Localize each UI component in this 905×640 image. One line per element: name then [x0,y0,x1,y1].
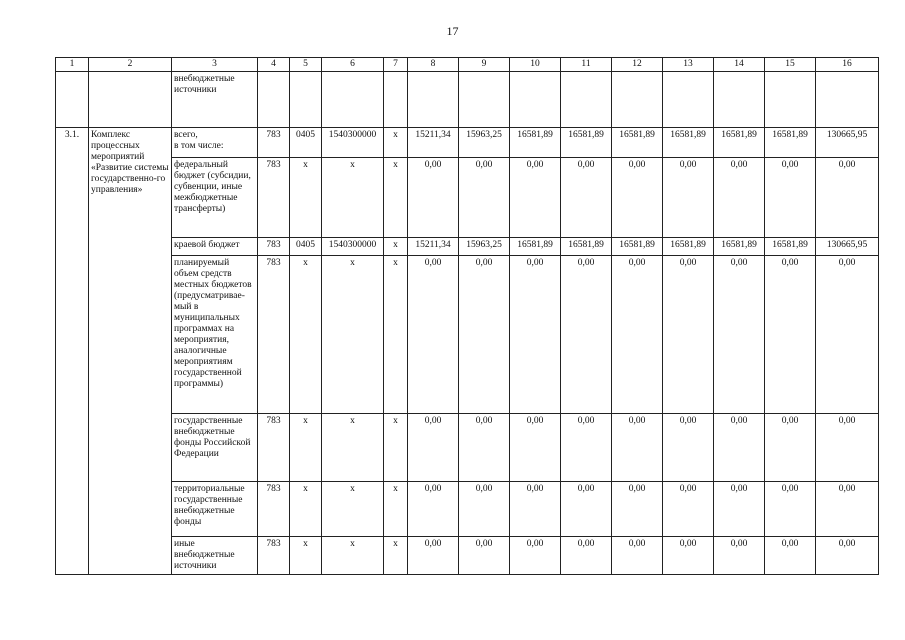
amount-cell: 0,00 [510,256,561,414]
column-number-3: 3 [172,58,258,72]
table-row [56,414,879,482]
vr-code: х [384,482,408,537]
table-row [56,238,879,256]
amount-cell: 0,00 [663,482,714,537]
funding-source-label: иные внебюджетные источники [172,537,258,575]
amount-cell: 0,00 [765,537,816,575]
amount-cell: 16581,89 [765,128,816,158]
amount-cell: 0,00 [612,414,663,482]
amount-cell: 0,00 [765,414,816,482]
grbs-code: 783 [258,256,290,414]
group-number: 3.1. [56,128,89,575]
rzpr-code: 0405 [290,128,322,158]
vr-code: х [384,238,408,256]
rzpr-code: х [290,256,322,414]
amount-cell: 0,00 [612,158,663,238]
group-name: Комплекс процессных мероприятий «Развитие системы государственно-го управления» [89,128,172,575]
amount-cell: 0,00 [459,158,510,238]
amount-cell: 0,00 [408,537,459,575]
amount-cell: 0,00 [408,256,459,414]
amount-cell: 15211,34 [408,238,459,256]
column-number-5: 5 [290,58,322,72]
grbs-code: 783 [258,158,290,238]
amount-cell: 0,00 [561,482,612,537]
column-number-10: 10 [510,58,561,72]
rzpr-code: х [290,158,322,238]
carry-col3-label: внебюджетные источники [172,72,258,128]
amount-cell: 15963,25 [459,238,510,256]
csr-code: х [322,537,384,575]
amount-cell: 0,00 [612,482,663,537]
rzpr-code: х [290,482,322,537]
amount-cell: 0,00 [408,482,459,537]
table-body [56,72,879,575]
amount-cell: 0,00 [612,537,663,575]
amount-cell: 0,00 [663,537,714,575]
rzpr-code: х [290,414,322,482]
amount-cell: 0,00 [765,158,816,238]
csr-code: х [322,414,384,482]
amount-cell: 15963,25 [459,128,510,158]
amount-cell: 16581,89 [714,128,765,158]
csr-code: х [322,482,384,537]
column-number-13: 13 [663,58,714,72]
vr-code: х [384,158,408,238]
amount-cell: 16581,89 [765,238,816,256]
table-row [56,256,879,414]
amount-cell: 16581,89 [561,238,612,256]
amount-cell: 0,00 [408,414,459,482]
funding-source-label: федеральный бюджет (субсидии, субвенции, иные межбюджетные трансферты) [172,158,258,238]
amount-cell: 16581,89 [561,128,612,158]
rzpr-code: х [290,537,322,575]
amount-cell: 0,00 [816,482,879,537]
funding-source-label: планируемый объем средств местных бюджетов (предусматривае-мый в муниципальных программах на мероприятия, аналогичные мероприятиям государственной программы) [172,256,258,414]
funding-source-label: всего, в том числе: [172,128,258,158]
amount-cell: 130665,95 [816,128,879,158]
column-number-11: 11 [561,58,612,72]
csr-code: х [322,158,384,238]
column-number-15: 15 [765,58,816,72]
vr-code: х [384,537,408,575]
amount-cell: 0,00 [561,414,612,482]
grbs-code: 783 [258,128,290,158]
column-number-12: 12 [612,58,663,72]
column-number-4: 4 [258,58,290,72]
column-number-2: 2 [89,58,172,72]
amount-cell: 0,00 [816,256,879,414]
amount-cell: 16581,89 [714,238,765,256]
csr-code: х [322,256,384,414]
grbs-code: 783 [258,414,290,482]
column-number-7: 7 [384,58,408,72]
amount-cell: 0,00 [714,537,765,575]
vr-code: х [384,128,408,158]
amount-cell: 0,00 [459,537,510,575]
column-number-1: 1 [56,58,89,72]
csr-code: 1540300000 [322,238,384,256]
carry-col2 [89,72,172,128]
amount-cell: 0,00 [612,256,663,414]
amount-cell: 130665,95 [816,238,879,256]
amount-cell: 0,00 [816,414,879,482]
table-row [56,158,879,238]
amount-cell: 16581,89 [612,128,663,158]
column-number-9: 9 [459,58,510,72]
amount-cell: 0,00 [663,256,714,414]
csr-code: 1540300000 [322,128,384,158]
amount-cell: 0,00 [663,158,714,238]
vr-code: х [384,414,408,482]
carry-over-row [56,72,879,128]
column-number-8: 8 [408,58,459,72]
column-number-6: 6 [322,58,384,72]
amount-cell: 0,00 [561,256,612,414]
funding-source-label: государственные внебюджетные фонды Российской Федерации [172,414,258,482]
amount-cell: 0,00 [459,414,510,482]
amount-cell: 15211,34 [408,128,459,158]
column-number-14: 14 [714,58,765,72]
amount-cell: 16581,89 [663,128,714,158]
grbs-code: 783 [258,238,290,256]
amount-cell: 0,00 [510,482,561,537]
amount-cell: 0,00 [816,537,879,575]
amount-cell: 0,00 [459,256,510,414]
amount-cell: 0,00 [561,537,612,575]
vr-code: х [384,256,408,414]
budget-table [55,57,879,575]
amount-cell: 0,00 [714,482,765,537]
amount-cell: 16581,89 [510,238,561,256]
amount-cell: 0,00 [510,537,561,575]
table-row [56,128,879,158]
table-row [56,537,879,575]
amount-cell: 0,00 [510,414,561,482]
amount-cell: 0,00 [663,414,714,482]
grbs-code: 783 [258,537,290,575]
table-row [56,482,879,537]
amount-cell: 16581,89 [510,128,561,158]
amount-cell: 0,00 [816,158,879,238]
amount-cell: 0,00 [459,482,510,537]
amount-cell: 0,00 [714,414,765,482]
amount-cell: 0,00 [765,256,816,414]
column-number-16: 16 [816,58,879,72]
amount-cell: 0,00 [408,158,459,238]
amount-cell: 16581,89 [612,238,663,256]
carry-col1 [56,72,89,128]
amount-cell: 0,00 [765,482,816,537]
header-row [56,58,879,72]
amount-cell: 0,00 [510,158,561,238]
grbs-code: 783 [258,482,290,537]
page-number: 17 [446,24,459,38]
column-number-header [56,58,879,72]
amount-cell: 0,00 [714,158,765,238]
funding-source-label: краевой бюджет [172,238,258,256]
rzpr-code: 0405 [290,238,322,256]
funding-source-label: территориальные государственные внебюджетные фонды [172,482,258,537]
amount-cell: 0,00 [714,256,765,414]
amount-cell: 0,00 [561,158,612,238]
amount-cell: 16581,89 [663,238,714,256]
